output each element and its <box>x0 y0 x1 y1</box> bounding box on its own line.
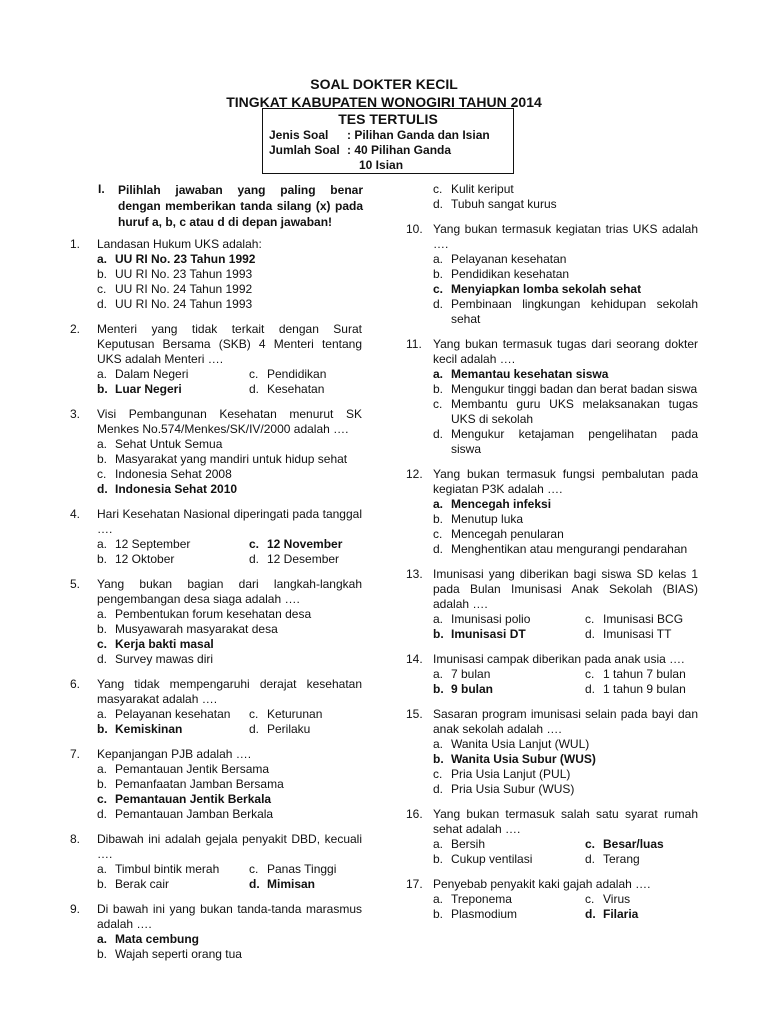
test-info-box <box>262 108 514 174</box>
option-d[interactable] <box>585 682 686 697</box>
question-number: 12. <box>406 467 423 481</box>
option-d[interactable] <box>433 782 698 797</box>
option-b[interactable] <box>433 382 698 397</box>
option-letter: b. <box>97 267 108 281</box>
option-letter: d. <box>585 682 596 696</box>
question-4 <box>70 507 362 567</box>
option-letter: b. <box>433 267 444 281</box>
option-text: Imunisasi TT <box>603 627 672 641</box>
option-text: UU RI No. 23 Tahun 1993 <box>115 267 253 281</box>
question-11 <box>406 337 698 457</box>
option-letter: b. <box>97 777 108 791</box>
question-number: 7. <box>70 747 81 761</box>
option-text: Mata cembung <box>115 932 200 946</box>
document-subtitle: TINGKAT KABUPATEN WONOGIRI TAHUN 2014 <box>226 94 542 110</box>
question-3 <box>70 407 362 497</box>
question-text: Yang bukan bagian dari langkah-langkah pengembangan desa siaga adalah …. <box>97 577 362 606</box>
option-c[interactable] <box>585 892 630 907</box>
option-text: Terang <box>603 852 640 866</box>
option-text: UU RI No. 24 Tahun 1993 <box>115 297 253 311</box>
option-letter: c. <box>249 707 259 721</box>
option-text: Kulit keriput <box>451 182 514 196</box>
option-c[interactable] <box>97 467 362 482</box>
option-a[interactable] <box>433 837 485 852</box>
question-number: 14. <box>406 652 423 666</box>
instruction-number: I. <box>98 182 105 196</box>
option-letter: b. <box>433 627 444 641</box>
option-text: Kerja bakti masal <box>115 637 214 651</box>
option-letter: b. <box>97 382 108 396</box>
option-letter: b. <box>433 682 444 696</box>
option-letter: d. <box>585 852 596 866</box>
question-number: 3. <box>70 407 81 421</box>
option-text: Pemantauan Jentik Bersama <box>115 762 270 776</box>
option-text: Pria Usia Subur (WUS) <box>451 782 575 796</box>
question-8 <box>70 832 362 892</box>
option-letter: b. <box>433 852 444 866</box>
option-text: Plasmodium <box>451 907 518 921</box>
option-letter: a. <box>433 837 444 851</box>
option-letter: c. <box>433 397 443 411</box>
option-letter: a. <box>433 667 444 681</box>
jumlah-soal-label: Jumlah Soal <box>269 143 340 157</box>
option-text: Musyawarah masyarakat desa <box>115 622 278 636</box>
option-letter: a. <box>97 537 108 551</box>
question-text: Yang bukan termasuk tugas dari seorang dokter kecil adalah …. <box>433 337 698 366</box>
option-c[interactable] <box>585 612 683 627</box>
option-d[interactable] <box>97 807 362 822</box>
option-letter: b. <box>97 622 108 636</box>
question-9 <box>70 902 362 962</box>
option-letter: a. <box>97 252 108 266</box>
option-a[interactable] <box>97 762 362 777</box>
option-letter: c. <box>585 612 595 626</box>
option-letter: a. <box>97 607 108 621</box>
option-b[interactable] <box>97 622 362 637</box>
option-d[interactable] <box>585 852 640 867</box>
question-13 <box>406 567 698 642</box>
option-text: Survey mawas diri <box>115 652 214 666</box>
question-number: 17. <box>406 877 423 891</box>
option-d[interactable] <box>249 877 315 892</box>
question-9-continued <box>406 182 698 212</box>
option-a[interactable] <box>97 537 190 552</box>
option-text: Pembentukan forum kesehatan desa <box>115 607 312 621</box>
question-text: Di bawah ini yang bukan tanda-tanda marasmus adalah …. <box>97 902 362 931</box>
option-b[interactable] <box>97 947 362 962</box>
question-number: 5. <box>70 577 81 591</box>
option-text: Cukup ventilasi <box>451 852 533 866</box>
option-text: Indonesia Sehat 2010 <box>115 482 238 496</box>
option-letter: d. <box>249 877 260 891</box>
option-letter: a. <box>97 437 108 451</box>
option-d[interactable] <box>585 907 638 922</box>
option-text: Berak cair <box>115 877 170 891</box>
question-16 <box>406 807 698 867</box>
question-7 <box>70 747 362 822</box>
option-letter: b. <box>433 512 444 526</box>
question-text: Sasaran program imunisasi selain pada bayi dan anak sekolah adalah …. <box>433 707 698 736</box>
question-text: Yang bukan termasuk kegiatan trias UKS adalah …. <box>433 222 698 251</box>
left-column <box>70 237 362 962</box>
question-text: Penyebab penyakit kaki gajah adalah …. <box>433 877 651 891</box>
option-c[interactable] <box>433 282 698 297</box>
instruction-text: Pilihlah jawaban yang paling benar dengan memberikan tanda silang (x) pada huruf a, b, c atau d di depan jawaban! <box>118 183 363 229</box>
option-letter: b. <box>97 452 108 466</box>
option-c[interactable] <box>433 527 698 542</box>
option-text: Sehat Untuk Semua <box>115 437 223 451</box>
option-text: Filaria <box>603 907 639 921</box>
option-text: Wanita Usia Lanjut (WUL) <box>451 737 590 751</box>
option-letter: c. <box>585 892 595 906</box>
option-text: Kemiskinan <box>115 722 183 736</box>
option-letter: c. <box>97 282 107 296</box>
option-text: Pendidikan <box>267 367 327 381</box>
option-text: UU RI No. 23 Tahun 1992 <box>115 252 256 266</box>
option-d[interactable] <box>249 382 324 397</box>
option-text: Keturunan <box>267 707 323 721</box>
option-letter: b. <box>97 947 108 961</box>
option-letter: d. <box>97 297 108 311</box>
option-text: Virus <box>603 892 631 906</box>
option-b[interactable] <box>97 722 182 737</box>
jumlah-soal-value: : 40 Pilihan Ganda <box>347 143 452 157</box>
option-d[interactable] <box>249 722 310 737</box>
option-text: Membantu guru UKS melaksanakan tugas UKS di sekolah <box>451 397 698 426</box>
option-d[interactable] <box>433 542 698 557</box>
question-number: 9. <box>70 902 81 916</box>
option-letter: c. <box>433 282 444 296</box>
option-letter: d. <box>585 907 596 921</box>
question-14 <box>406 652 698 697</box>
question-number: 1. <box>70 237 81 251</box>
option-letter: a. <box>97 707 108 721</box>
option-text: 12 Oktober <box>115 552 175 566</box>
option-c[interactable] <box>249 862 336 877</box>
option-c[interactable] <box>97 792 362 807</box>
option-text: Pemantauan Jamban Berkala <box>115 807 274 821</box>
option-b[interactable] <box>97 552 174 567</box>
option-a[interactable] <box>97 367 188 382</box>
option-letter: d. <box>97 482 108 496</box>
question-text: Yang bukan termasuk salah satu syarat rumah sehat adalah …. <box>433 807 698 836</box>
option-letter: a. <box>97 862 108 876</box>
question-number: 15. <box>406 707 423 721</box>
option-d[interactable] <box>585 627 671 642</box>
option-text: Besar/luas <box>603 837 664 851</box>
option-letter: a. <box>433 892 444 906</box>
option-letter: d. <box>249 382 260 396</box>
question-number: 4. <box>70 507 81 521</box>
option-c[interactable] <box>433 767 698 782</box>
option-text: Wanita Usia Subur (WUS) <box>451 752 596 766</box>
option-c[interactable] <box>585 837 664 852</box>
option-b[interactable] <box>433 752 698 767</box>
option-text: 12 November <box>267 537 343 551</box>
question-text: Landasan Hukum UKS adalah: <box>97 237 262 251</box>
option-letter: c. <box>249 537 260 551</box>
option-letter: b. <box>97 552 108 566</box>
option-b[interactable] <box>97 777 362 792</box>
jenis-soal-label: Jenis Soal <box>269 128 329 142</box>
question-10 <box>406 222 698 327</box>
option-text: Kesehatan <box>267 382 325 396</box>
option-text: 12 Desember <box>267 552 340 566</box>
jenis-soal-value: : Pilihan Ganda dan Isian <box>347 128 490 142</box>
option-letter: b. <box>97 722 108 736</box>
question-text: Imunisasi yang diberikan bagi siswa SD kelas 1 pada Bulan Imunisasi Anak Sekolah (BIAS) adalah …. <box>433 567 698 611</box>
option-text: Imunisasi BCG <box>603 612 684 626</box>
option-d[interactable] <box>433 197 698 212</box>
question-text: Hari Kesehatan Nasional diperingati pada tanggal …. <box>97 507 362 536</box>
option-letter: c. <box>249 367 259 381</box>
option-letter: c. <box>249 862 259 876</box>
option-text: UU RI No. 24 Tahun 1992 <box>115 282 253 296</box>
option-letter: d. <box>585 627 596 641</box>
option-a[interactable] <box>433 737 698 752</box>
option-text: 12 September <box>115 537 191 551</box>
document-title: SOAL DOKTER KECIL <box>310 76 458 92</box>
option-text: Pelayanan kesehatan <box>451 252 567 266</box>
option-letter: a. <box>433 612 444 626</box>
option-letter: c. <box>433 182 443 196</box>
option-b[interactable] <box>433 627 526 642</box>
option-b[interactable] <box>433 512 698 527</box>
option-letter: d. <box>249 722 260 736</box>
option-c[interactable] <box>97 282 362 297</box>
option-c[interactable] <box>249 707 322 722</box>
option-text: Pemanfaatan Jamban Bersama <box>115 777 284 791</box>
question-12 <box>406 467 698 557</box>
option-letter: d. <box>97 807 108 821</box>
option-text: Menghentikan atau mengurangi pendarahan <box>451 542 688 556</box>
option-d[interactable] <box>97 652 362 667</box>
question-text: Kepanjangan PJB adalah …. <box>97 747 252 761</box>
question-5 <box>70 577 362 667</box>
option-letter: a. <box>97 932 108 946</box>
question-number: 8. <box>70 832 81 846</box>
option-letter: a. <box>433 252 444 266</box>
option-text: Mengukur ketajaman pengelihatan pada siswa <box>451 427 698 456</box>
option-text: Mimisan <box>267 877 316 891</box>
question-number: 13. <box>406 567 423 581</box>
option-text: Mencegah infeksi <box>451 497 552 511</box>
option-letter: b. <box>433 382 444 396</box>
right-column <box>406 182 698 922</box>
option-c[interactable] <box>249 537 342 552</box>
option-d[interactable] <box>433 297 698 327</box>
option-text: Menutup luka <box>451 512 524 526</box>
option-letter: d. <box>249 552 260 566</box>
option-a[interactable] <box>97 707 230 722</box>
option-d[interactable] <box>433 427 698 457</box>
option-a[interactable] <box>433 252 698 267</box>
option-b[interactable] <box>433 682 493 697</box>
option-a[interactable] <box>97 862 219 877</box>
option-a[interactable] <box>97 932 362 947</box>
option-text: Imunisasi polio <box>451 612 531 626</box>
question-text: Yang tidak mempengaruhi derajat kesehatan masyarakat adalah …. <box>97 677 362 706</box>
question-number: 6. <box>70 677 81 691</box>
option-b[interactable] <box>433 852 532 867</box>
option-text: Pemantauan Jentik Berkala <box>115 792 272 806</box>
option-text: Imunisasi DT <box>451 627 526 641</box>
question-15 <box>406 707 698 797</box>
option-text: Menyiapkan lomba sekolah sehat <box>451 282 642 296</box>
question-text: Yang bukan termasuk fungsi pembalutan pada kegiatan P3K adalah …. <box>433 467 698 496</box>
option-text: Timbul bintik merah <box>115 862 220 876</box>
option-c[interactable] <box>433 397 698 427</box>
option-letter: c. <box>433 527 443 541</box>
option-letter: c. <box>433 767 443 781</box>
option-text: Panas Tinggi <box>267 862 337 876</box>
option-letter: c. <box>97 792 108 806</box>
option-d[interactable] <box>97 297 362 312</box>
option-b[interactable] <box>433 907 517 922</box>
question-text: Visi Pembangunan Kesehatan menurut SK Menkes No.574/Menkes/SK/IV/2000 adalah …. <box>97 407 362 436</box>
option-letter: d. <box>433 427 444 441</box>
option-text: Bersih <box>451 837 486 851</box>
option-text: Dalam Negeri <box>115 367 189 381</box>
option-letter: d. <box>433 297 444 311</box>
option-text: Tubuh sangat kurus <box>451 197 557 211</box>
option-letter: c. <box>585 837 596 851</box>
question-number: 11. <box>406 337 422 351</box>
option-d[interactable] <box>249 552 339 567</box>
option-a[interactable] <box>433 367 698 382</box>
option-text: Perilaku <box>267 722 311 736</box>
option-letter: b. <box>433 907 444 921</box>
option-letter: a. <box>97 367 108 381</box>
option-d[interactable] <box>97 482 362 497</box>
question-number: 10. <box>406 222 423 236</box>
option-letter: a. <box>433 367 444 381</box>
option-a[interactable] <box>433 892 512 907</box>
option-text: Pendidikan kesehatan <box>451 267 570 281</box>
option-text: Mengukur tinggi badan dan berat badan siswa <box>451 382 698 396</box>
option-a[interactable] <box>433 667 490 682</box>
question-2 <box>70 322 362 397</box>
option-letter: c. <box>585 667 595 681</box>
question-1 <box>70 237 362 312</box>
option-text: Pria Usia Lanjut (PUL) <box>451 767 571 781</box>
option-letter: b. <box>433 752 444 766</box>
option-text: Pelayanan kesehatan <box>115 707 231 721</box>
question-6 <box>70 677 362 737</box>
question-number: 16. <box>406 807 423 821</box>
option-b[interactable] <box>97 267 362 282</box>
question-text: Dibawah ini adalah gejala penyakit DBD, kecuali …. <box>97 832 362 861</box>
question-text: Menteri yang tidak terkait dengan Surat Keputusan Bersama (SKB) 4 Menteri tentang UKS adalah Menteri …. <box>97 322 362 366</box>
option-c[interactable] <box>585 667 686 682</box>
option-letter: d. <box>97 652 108 666</box>
option-b[interactable] <box>433 267 698 282</box>
option-letter: c. <box>97 637 108 651</box>
option-text: Masyarakat yang mandiri untuk hidup sehat <box>115 452 348 466</box>
option-c[interactable] <box>97 637 362 652</box>
option-b[interactable] <box>97 382 182 397</box>
option-text: Wajah seperti orang tua <box>115 947 242 961</box>
option-a[interactable] <box>97 252 362 267</box>
option-text: 7 bulan <box>451 667 491 681</box>
option-a[interactable] <box>433 497 698 512</box>
option-b[interactable] <box>97 877 169 892</box>
option-text: Memantau kesehatan siswa <box>451 367 609 381</box>
option-text: Pembinaan lingkungan kehidupan sekolah sehat <box>451 297 698 326</box>
option-text: Treponema <box>451 892 512 906</box>
option-c[interactable] <box>249 367 326 382</box>
option-text: Luar Negeri <box>115 382 182 396</box>
option-a[interactable] <box>433 612 530 627</box>
question-number: 2. <box>70 322 81 336</box>
option-a[interactable] <box>97 437 362 452</box>
option-text: 9 bulan <box>451 682 494 696</box>
option-letter: a. <box>433 737 444 751</box>
option-letter: c. <box>97 467 107 481</box>
option-letter: d. <box>433 197 444 211</box>
question-text: Imunisasi campak diberikan pada anak usia …. <box>433 652 685 666</box>
option-letter: d. <box>433 542 444 556</box>
question-17 <box>406 877 698 922</box>
option-letter: a. <box>97 762 108 776</box>
test-info-title: TES TERTULIS <box>338 111 438 127</box>
option-letter: a. <box>433 497 444 511</box>
option-letter: b. <box>97 877 108 891</box>
option-text: Indonesia Sehat 2008 <box>115 467 232 481</box>
option-a[interactable] <box>97 607 362 622</box>
option-b[interactable] <box>97 452 362 467</box>
option-text: Mencegah penularan <box>451 527 564 541</box>
option-letter: d. <box>433 782 444 796</box>
option-text: 1 tahun 9 bulan <box>603 682 686 696</box>
isian-count: 10 Isian <box>359 158 404 172</box>
option-text: 1 tahun 7 bulan <box>603 667 686 681</box>
option-c[interactable] <box>433 182 698 197</box>
